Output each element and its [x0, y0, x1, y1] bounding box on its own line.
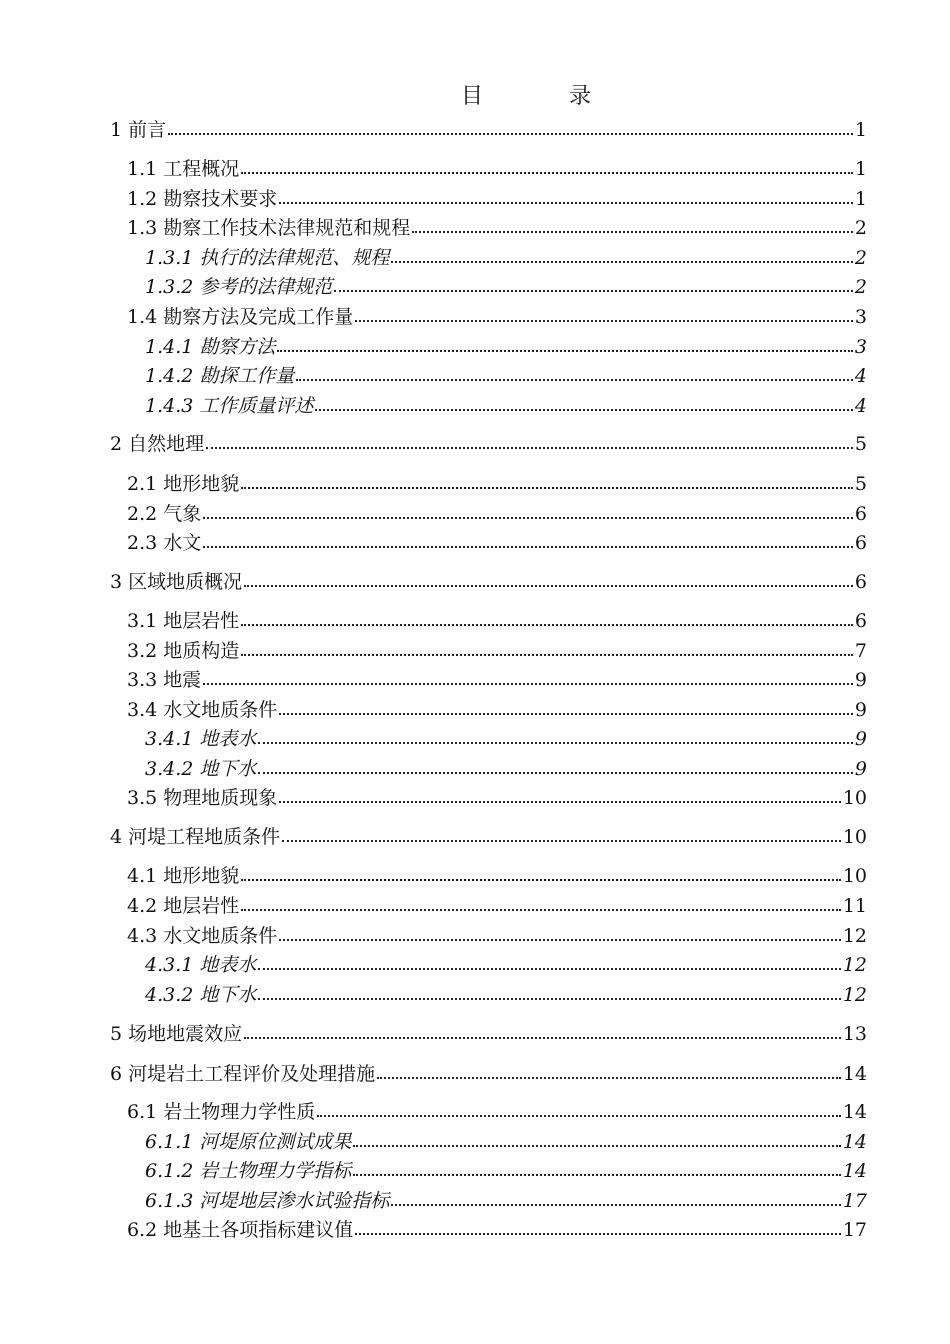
toc-entry-page-number: 1: [854, 119, 867, 141]
dot-leader: [282, 840, 841, 842]
toc-entry-page-number: 10: [842, 826, 867, 848]
dot-leader: [241, 487, 853, 489]
dot-leader: [244, 1037, 841, 1039]
toc-entry-label: 1.3 勘察工作技术法律规范和规程: [127, 217, 411, 239]
toc-entry-label: 3.4 水文地质条件: [127, 699, 278, 721]
dot-leader: [355, 320, 853, 322]
toc-entry-page-number: 9: [854, 728, 867, 750]
toc-entry-page-number: 17: [842, 1219, 867, 1241]
dot-leader: [258, 968, 840, 970]
toc-entry-label: 4.3 水文地质条件: [127, 925, 278, 947]
toc-entry-page-number: 4: [854, 395, 867, 417]
toc-entry[interactable]: [127, 305, 867, 329]
toc-entry-label: 4.3.2 地下水: [145, 984, 257, 1006]
dot-leader: [317, 1115, 841, 1117]
toc-entry[interactable]: [145, 953, 867, 977]
toc-entry[interactable]: [127, 924, 867, 948]
toc-entry-label: 6.1.2 岩土物理力学指标: [145, 1160, 352, 1182]
toc-entry-label: 1 前言: [110, 119, 167, 141]
toc-entry-label: 6 河堤岩土工程评价及处理措施: [110, 1063, 376, 1085]
dot-leader: [206, 447, 853, 449]
dot-leader: [168, 133, 853, 135]
toc-entry[interactable]: [110, 825, 867, 849]
toc-entry[interactable]: [145, 275, 867, 299]
toc-entry[interactable]: [110, 1062, 867, 1086]
toc-entry-label: 4.3.1 地表水: [145, 954, 257, 976]
dot-leader: [377, 1077, 841, 1079]
toc-entry-label: 2 自然地理: [110, 433, 205, 455]
toc-entry-label: 6.1.1 河堤原位测试成果: [145, 1131, 352, 1153]
toc-entry-page-number: 10: [842, 787, 867, 809]
toc-entry-label: 3.1 地层岩性: [127, 610, 240, 632]
toc-entry-page-number: 6: [854, 532, 867, 554]
toc-entry-label: 1.4 勘察方法及完成工作量: [127, 306, 354, 328]
toc-entry[interactable]: [127, 502, 867, 526]
toc-entry-label: 1.3.1 执行的法律规范、规程: [145, 247, 390, 269]
dot-leader: [241, 172, 853, 174]
toc-entry-label: 3.2 地质构造: [127, 640, 240, 662]
dot-leader: [391, 261, 853, 263]
toc-entry-page-number: 11: [842, 895, 867, 917]
toc-entry-page-number: 12: [842, 984, 867, 1006]
toc-entry-page-number: 1: [854, 188, 867, 210]
toc-entry-label: 2.2 气象: [127, 503, 202, 525]
toc-entry-label: 5 场地地震效应: [110, 1023, 243, 1045]
toc-entry-label: 6.1 岩土物理力学性质: [127, 1101, 316, 1123]
toc-entry-label: 1.4.2 勘探工作量: [145, 365, 295, 387]
toc-entry-page-number: 14: [842, 1101, 867, 1123]
dot-leader: [241, 879, 841, 881]
toc-entry-page-number: 5: [854, 433, 867, 455]
dot-leader: [203, 517, 853, 519]
toc-entry[interactable]: [145, 757, 867, 781]
toc-entry[interactable]: [110, 570, 867, 594]
toc-entry[interactable]: [127, 531, 867, 555]
toc-entry[interactable]: [110, 432, 867, 456]
toc-entry[interactable]: [127, 609, 867, 633]
dot-leader: [279, 713, 853, 715]
toc-entry[interactable]: [127, 1218, 867, 1242]
toc-entry-label: 6.2 地基土各项指标建议值: [127, 1219, 354, 1241]
toc-entry[interactable]: [127, 894, 867, 918]
dot-leader: [241, 654, 853, 656]
toc-entry[interactable]: [127, 216, 867, 240]
dot-leader: [203, 683, 853, 685]
toc-entry-label: 2.1 地形地貌: [127, 473, 240, 495]
toc-entry-page-number: 3: [854, 306, 867, 328]
toc-entry-label: 1.4.3 工作质量评述: [145, 395, 314, 417]
toc-entry-label: 4.2 地层岩性: [127, 895, 240, 917]
dot-leader: [203, 546, 853, 548]
dot-leader: [412, 231, 853, 233]
toc-entry-page-number: 5: [854, 473, 867, 495]
toc-entry-page-number: 4: [854, 365, 867, 387]
toc-entry[interactable]: [145, 1189, 867, 1213]
toc-entry-page-number: 14: [842, 1160, 867, 1182]
dot-leader: [258, 742, 853, 744]
dot-leader: [353, 1174, 840, 1176]
toc-entry-label: 6.1.3 河堤地层渗水试验指标: [145, 1190, 390, 1212]
toc-entry[interactable]: [127, 668, 867, 692]
toc-entry-label: 4.1 地形地貌: [127, 865, 240, 887]
toc-entry[interactable]: [127, 864, 867, 888]
toc-entry-page-number: 10: [842, 865, 867, 887]
toc-entry-page-number: 12: [842, 925, 867, 947]
toc-entry[interactable]: [145, 364, 867, 388]
dot-leader: [279, 939, 841, 941]
dot-leader: [353, 1145, 840, 1147]
toc-entry[interactable]: [145, 1130, 867, 1154]
dot-leader: [279, 801, 841, 803]
toc-entry-page-number: 7: [854, 640, 867, 662]
dot-leader: [355, 1233, 841, 1235]
toc-entry-label: 4 河堤工程地质条件: [110, 826, 281, 848]
toc-entry-label: 1.2 勘察技术要求: [127, 188, 278, 210]
toc-entry-label: 1.1 工程概况: [127, 158, 240, 180]
toc-entry[interactable]: [110, 1022, 867, 1046]
dot-leader: [241, 909, 841, 911]
toc-title: 目 录: [460, 84, 605, 109]
toc-entry-label: 3.3 地震: [127, 669, 202, 691]
toc-entry-page-number: 6: [854, 571, 867, 593]
dot-leader: [258, 998, 840, 1000]
toc-entry[interactable]: [127, 472, 867, 496]
toc-entry[interactable]: [110, 118, 867, 142]
toc-entry-label: 3.4.2 地下水: [145, 758, 257, 780]
toc-entry[interactable]: [145, 335, 867, 359]
toc-entry-label: 1.3.2 参考的法律规范: [145, 276, 333, 298]
toc-entry-page-number: 6: [854, 503, 867, 525]
toc-entry[interactable]: [145, 394, 867, 418]
toc-entry-label: 3.5 物理地质现象: [127, 787, 278, 809]
toc-entry[interactable]: [127, 187, 867, 211]
toc-entry-page-number: 2: [854, 217, 867, 239]
toc-entry-page-number: 2: [854, 247, 867, 269]
toc-entry-page-number: 9: [854, 669, 867, 691]
toc-entry-label: 3 区域地质概况: [110, 571, 243, 593]
dot-leader: [241, 624, 853, 626]
toc-entry-label: 3.4.1 地表水: [145, 728, 257, 750]
toc-entry-page-number: 17: [842, 1190, 867, 1212]
toc-entry-page-number: 1: [854, 158, 867, 180]
dot-leader: [279, 202, 853, 204]
dot-leader: [334, 290, 853, 292]
toc-entry-page-number: 6: [854, 610, 867, 632]
toc-entry-label: 2.3 水文: [127, 532, 202, 554]
toc-entry[interactable]: [145, 1159, 867, 1183]
toc-entry-page-number: 2: [854, 276, 867, 298]
toc-entry[interactable]: [145, 246, 867, 270]
toc-entry-page-number: 12: [842, 954, 867, 976]
toc-entry-page-number: 3: [854, 336, 867, 358]
dot-leader: [277, 350, 853, 352]
toc-entry[interactable]: [127, 1100, 867, 1124]
toc-entry[interactable]: [127, 786, 867, 810]
toc-entry-page-number: 9: [854, 758, 867, 780]
toc-entry-page-number: 13: [842, 1023, 867, 1045]
dot-leader: [391, 1204, 840, 1206]
toc-entry-page-number: 9: [854, 699, 867, 721]
toc-entry[interactable]: [127, 157, 867, 181]
dot-leader: [296, 379, 853, 381]
toc-entry-label: 1.4.1 勘察方法: [145, 336, 276, 358]
toc-entry-page-number: 14: [842, 1063, 867, 1085]
toc-entry-page-number: 14: [842, 1131, 867, 1153]
dot-leader: [315, 409, 853, 411]
toc-entry[interactable]: [145, 983, 867, 1007]
toc-entry[interactable]: [127, 698, 867, 722]
dot-leader: [258, 772, 853, 774]
dot-leader: [244, 585, 853, 587]
toc-entry[interactable]: [145, 727, 867, 751]
toc-entry[interactable]: [127, 639, 867, 663]
